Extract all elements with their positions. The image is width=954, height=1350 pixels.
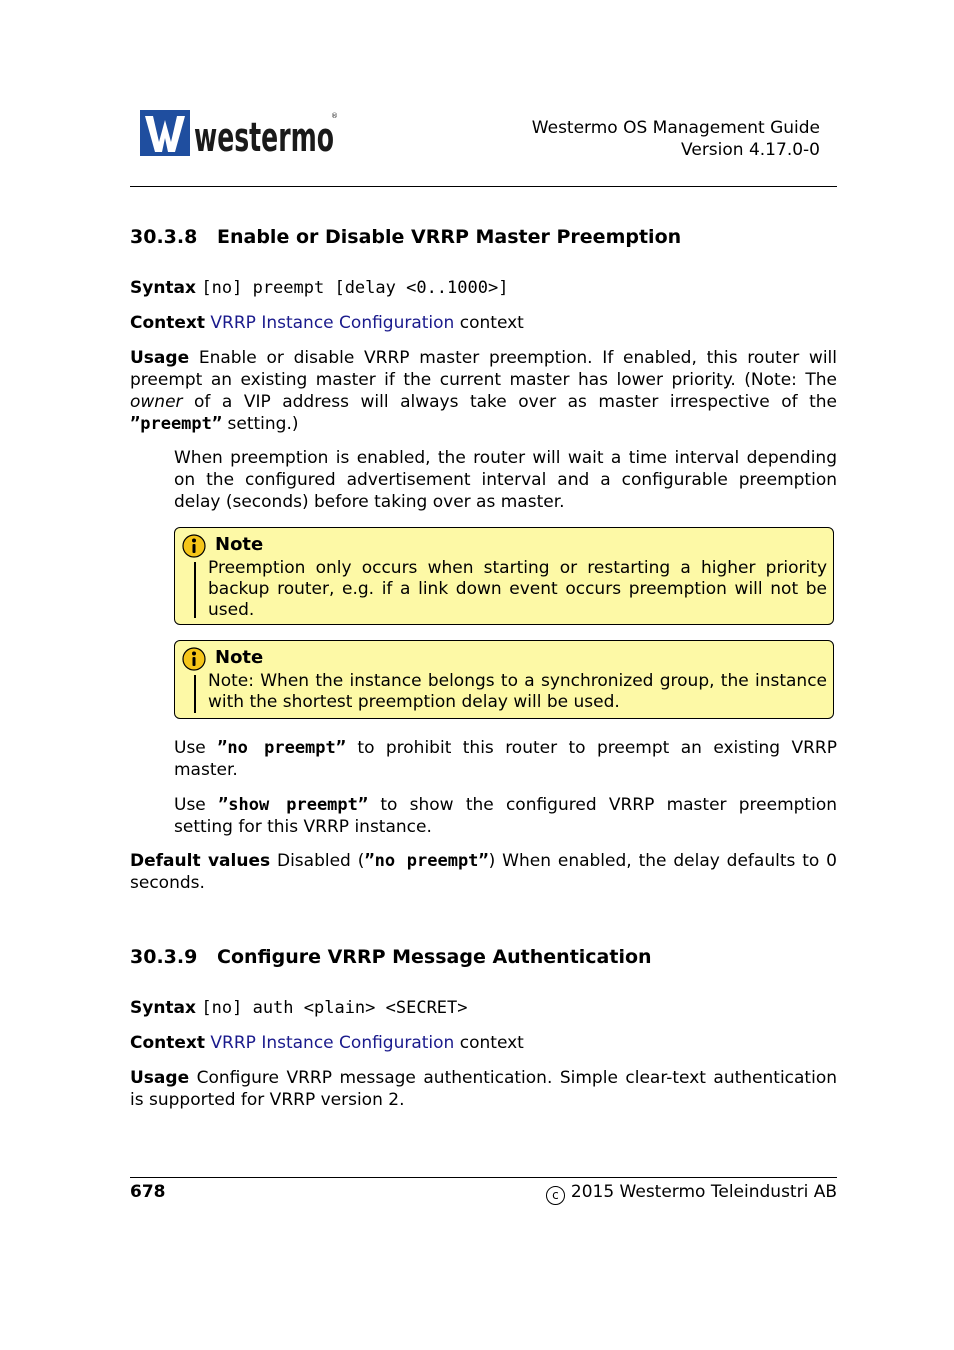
- syntax-value: [no] preempt [delay <0..1000>]: [201, 278, 509, 298]
- copyright-text: 2015 Westermo Teleindustri AB: [570, 1182, 837, 1202]
- usage-emphasis: owner: [130, 392, 183, 412]
- default-values-paragraph: [130, 850, 837, 894]
- usage-text-3: setting.): [222, 414, 299, 434]
- context-row: [130, 312, 837, 334]
- context-suffix: context: [459, 1033, 524, 1053]
- text: Disabled (: [276, 851, 365, 871]
- section-heading: [130, 226, 681, 248]
- context-row: [130, 1032, 837, 1054]
- usage-text: Enable or disable VRRP master preemption. If enabled, this router will preempt an existing master if the current master has lower priority. (Note: The: [130, 348, 838, 390]
- note-box: [174, 640, 834, 719]
- usage-label: Usage: [130, 348, 190, 368]
- footer-rule: [130, 1177, 837, 1178]
- text: Use: [174, 738, 218, 758]
- page-number: 678: [130, 1182, 166, 1202]
- use-show-preempt-paragraph: [174, 794, 837, 838]
- text: to show the configured VRRP master preemption setting for this VRRP instance.: [174, 795, 837, 837]
- section-number: 30.3.8: [130, 226, 198, 248]
- usage-label: Usage: [130, 1068, 190, 1088]
- usage-text: Configure VRRP message authentication. Simple clear-text authentication is supported for VRRP version 2.: [130, 1068, 838, 1110]
- header-info: [532, 117, 820, 161]
- code-show-preempt: ”show preempt”: [218, 795, 369, 815]
- default-values-label: Default values: [130, 851, 271, 871]
- info-warning-icon: [182, 534, 206, 558]
- section-heading: [130, 946, 652, 968]
- note-bar: [194, 675, 196, 713]
- guide-version: Version 4.17.0-0: [681, 140, 820, 160]
- syntax-row: [130, 997, 837, 1019]
- note-title: Note: [215, 647, 264, 668]
- note-text: Preemption only occurs when starting or restarting a higher priority backup router, e.g. if a link down event occurs preemption will not be used.: [208, 558, 827, 620]
- header-rule: [130, 186, 837, 187]
- context-link[interactable]: VRRP Instance Configuration: [210, 1033, 455, 1053]
- code-no-preempt: ”no preempt”: [364, 851, 489, 871]
- section-number: 30.3.9: [130, 946, 198, 968]
- syntax-value: [no] auth <plain> <SECRET>: [201, 998, 468, 1018]
- guide-title: Westermo OS Management Guide: [531, 118, 820, 138]
- syntax-row: [130, 277, 837, 299]
- usage-text-2: of a VIP address will always take over as master irrespective of the: [182, 392, 837, 412]
- use-no-preempt-paragraph: [174, 737, 837, 781]
- note-box: [174, 527, 834, 625]
- text: Use: [174, 795, 218, 815]
- section-title: Configure VRRP Message Authentication: [217, 946, 652, 968]
- svg-text:westermo: westermo: [194, 115, 334, 158]
- code-no-preempt: ”no preempt”: [217, 738, 346, 758]
- context-suffix: context: [459, 313, 524, 333]
- syntax-label: Syntax: [130, 998, 196, 1018]
- copyright-icon: c: [546, 1186, 565, 1205]
- svg-text:®: ®: [331, 112, 338, 120]
- usage-paragraph-2: When preemption is enabled, the router will wait a time interval depending on the configured advertisement interval and a configurable preemption delay (seconds) before taking over as master.: [174, 448, 837, 512]
- context-link[interactable]: VRRP Instance Configuration: [210, 313, 455, 333]
- usage-paragraph: [130, 1067, 837, 1111]
- note-bar: [194, 562, 196, 618]
- text: to prohibit this router to preempt an existing VRRP master.: [174, 738, 837, 780]
- note-title: Note: [215, 534, 264, 555]
- info-warning-icon: [182, 647, 206, 671]
- westermo-logo: [138, 108, 338, 158]
- context-label: Context: [130, 313, 206, 333]
- copyright: [546, 1182, 837, 1205]
- text: ) When enabled, the delay defaults to 0 seconds.: [130, 851, 837, 893]
- note-text: Note: When the instance belongs to a synchronized group, the instance with the shortest preemption delay will be used.: [208, 671, 827, 712]
- usage-paragraph: [130, 347, 837, 435]
- section-title: Enable or Disable VRRP Master Preemption: [217, 226, 682, 248]
- context-label: Context: [130, 1033, 206, 1053]
- usage-code: ”preempt”: [130, 414, 223, 434]
- syntax-label: Syntax: [130, 278, 196, 298]
